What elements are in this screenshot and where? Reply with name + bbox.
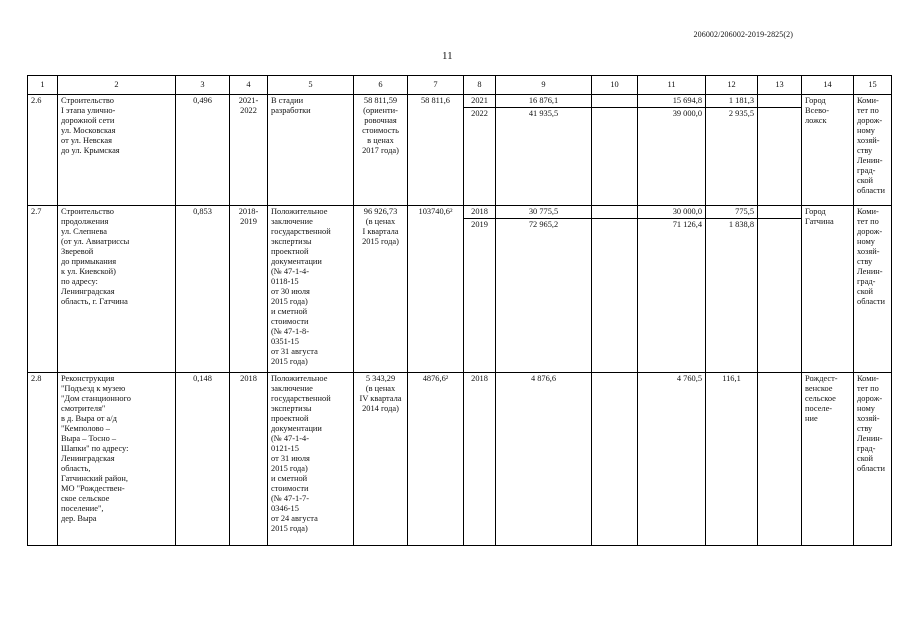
amount-cell: 2 935,5 <box>706 108 758 206</box>
header-cell: 3 <box>176 76 230 95</box>
amount-cell: 30 000,0 <box>638 206 706 219</box>
documentation-status: Положительное заключение государственной экспертизы проектной документации (№ 47-1-4- 0121-15 от 31 июля 2015 года) и сметной стоимости (№ 47-1-7- 0346-15 от 24 августа 2015 года) <box>268 373 354 546</box>
amount-cell <box>758 373 802 546</box>
amount-cell <box>758 108 802 206</box>
object-name: Реконструкция "Подъезд к музею "Дом станционного смотрителя" в д. Выра от а/д "Кемполово – Выра – Тосно – Шапки" по адресу: Ленинградская область, Гатчинский район, МО "Рождествен- ское сельское поселение", дер. Выра <box>58 373 176 546</box>
amount-cell <box>758 219 802 373</box>
row-number: 2.6 <box>28 95 58 206</box>
row-number: 2.8 <box>28 373 58 546</box>
year-cell: 2019 <box>464 219 496 373</box>
table-row <box>28 95 892 108</box>
year-cell: 2022 <box>464 108 496 206</box>
header-cell: 13 <box>758 76 802 95</box>
estimated-cost: 96 926,73 (в ценах I квартала 2015 года) <box>354 206 408 373</box>
header-cell: 10 <box>592 76 638 95</box>
amount-cell <box>592 108 638 206</box>
estimated-cost: 5 343,29 (в ценах IV квартала 2014 года) <box>354 373 408 546</box>
header-cell: 4 <box>230 76 268 95</box>
documentation-status: В стадии разработки <box>268 95 354 206</box>
amount-cell: 16 876,1 <box>496 95 592 108</box>
year-cell: 2021 <box>464 95 496 108</box>
amount-cell: 39 000,0 <box>638 108 706 206</box>
total-cost: 58 811,6 <box>408 95 464 206</box>
documentation-status: Положительное заключение государственной экспертизы проектной документации (№ 47-1-4- 0118-15 от 30 июля 2015 года) и сметной стоимости (№ 47-1-8- 0351-15 от 31 августа 2015 года) <box>268 206 354 373</box>
total-cost: 103740,6² <box>408 206 464 373</box>
amount-cell: 72 965,2 <box>496 219 592 373</box>
header-cell: 9 <box>496 76 592 95</box>
amount-cell <box>758 206 802 219</box>
object-name: Строительство I этапа улично- дорожной сети ул. Московская от ул. Невская до ул. Крымская <box>58 95 176 206</box>
total-cost: 4876,6² <box>408 373 464 546</box>
header-cell: 2 <box>58 76 176 95</box>
amount-cell: 71 126,4 <box>638 219 706 373</box>
table-row <box>28 206 892 219</box>
length-value: 0,853 <box>176 206 230 373</box>
year-cell: 2018 <box>464 206 496 219</box>
length-value: 0,496 <box>176 95 230 206</box>
responsible-body: Коми- тет по дорож- ному хозяй- ству Ленин- град- ской области <box>854 373 892 546</box>
amount-cell <box>592 206 638 219</box>
years-value: 2018- 2019 <box>230 206 268 373</box>
amount-cell <box>592 95 638 108</box>
header-cell: 8 <box>464 76 496 95</box>
estimated-cost: 58 811,59 (ориенти- ровочная стоимость в ценах 2017 года) <box>354 95 408 206</box>
page-number: 11 <box>442 50 453 62</box>
years-value: 2018 <box>230 373 268 546</box>
year-cell: 2018 <box>464 373 496 546</box>
responsible-body: Коми- тет по дорож- ному хозяй- ству Ленин- град- ской области <box>854 206 892 373</box>
amount-cell: 1 838,8 <box>706 219 758 373</box>
amount-cell <box>592 373 638 546</box>
amount-cell: 775,5 <box>706 206 758 219</box>
header-cell: 12 <box>706 76 758 95</box>
header-cell: 6 <box>354 76 408 95</box>
amount-cell: 30 775,5 <box>496 206 592 219</box>
amount-cell: 116,1 <box>706 373 758 546</box>
location-value: Город Гатчина <box>802 206 854 373</box>
header-cell: 7 <box>408 76 464 95</box>
amount-cell: 41 935,5 <box>496 108 592 206</box>
object-name: Строительство продолжения ул. Слепнева (от ул. Авиатриссы Зверевой до примыкания к ул. Киевской) по адресу: Ленинградская область, г. Гатчина <box>58 206 176 373</box>
amount-cell <box>758 95 802 108</box>
length-value: 0,148 <box>176 373 230 546</box>
table-row <box>28 373 892 546</box>
amount-cell: 4 760,5 <box>638 373 706 546</box>
location-value: Рождест- венское сельское поселе- ние <box>802 373 854 546</box>
header-cell: 14 <box>802 76 854 95</box>
header-row <box>28 76 892 95</box>
header-cell: 5 <box>268 76 354 95</box>
row-number: 2.7 <box>28 206 58 373</box>
header-cell: 11 <box>638 76 706 95</box>
responsible-body: Коми- тет по дорож- ному хозяй- ству Ленин- град- ской области <box>854 95 892 206</box>
amount-cell: 1 181,3 <box>706 95 758 108</box>
location-value: Город Всево- ложск <box>802 95 854 206</box>
header-cell: 1 <box>28 76 58 95</box>
amount-cell <box>592 219 638 373</box>
header-cell: 15 <box>854 76 892 95</box>
amount-cell: 15 694,8 <box>638 95 706 108</box>
program-table <box>27 75 892 546</box>
amount-cell: 4 876,6 <box>496 373 592 546</box>
years-value: 2021- 2022 <box>230 95 268 206</box>
document-id: 206002/206002-2019-2825(2) <box>693 30 793 39</box>
